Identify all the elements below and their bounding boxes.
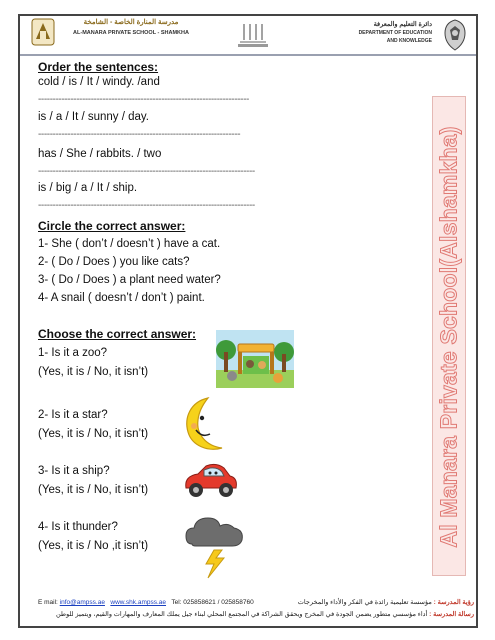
order-item	[38, 180, 418, 211]
answer-line: --------------------------------------------------------------------------	[38, 166, 255, 177]
header	[20, 16, 476, 54]
school-logo-icon	[30, 17, 56, 52]
car-picture	[180, 462, 240, 507]
choose-question: 4- Is it thunder?	[38, 521, 118, 533]
website-link[interactable]: www.shk.ampss.ae	[110, 599, 167, 606]
choose-heading: Choose the correct answer:	[38, 327, 197, 341]
order-sentence: cold / is / It / windy. /and	[38, 76, 160, 88]
order-sentence: has / She / rabbits. / two	[38, 148, 162, 160]
choose-question: 3- Is it a ship?	[38, 465, 110, 477]
school-name-arabic: مدرسة المنارة الخاصة - الشامخة	[83, 19, 179, 26]
choose-question: 1- Is it a zoo?	[38, 347, 108, 359]
zoo-picture	[216, 330, 294, 393]
moon-picture	[180, 396, 230, 459]
mission-text: أداء مؤسسي متطور يضمن الجودة في المخرج ويحقق الشراكة في المجتمع المحلي لبناء جيل يملك المعارف والمهارات والقيم، ويتميز للوطن	[55, 611, 428, 618]
header-divider	[20, 54, 476, 56]
answer-line: --------------------------------------------------------------------------	[38, 200, 255, 211]
footer-contact	[38, 599, 254, 606]
vision-text: مؤسسة تعليمية رائدة في الفكر والأداء والمخرجات	[297, 599, 432, 606]
circle-item: 3- ( Do / Does ) a plant need water?	[38, 274, 221, 286]
answer-line: ------------------------------------------------------------------------	[38, 94, 249, 105]
choose-question: 2- Is it a star?	[38, 409, 108, 421]
thundercloud-picture	[184, 514, 246, 585]
footer-mission	[56, 610, 474, 618]
order-sentence: is / big / a / It / ship.	[38, 182, 138, 194]
footer-vision	[298, 598, 474, 606]
order-heading: Order the sentences:	[38, 60, 159, 74]
email-link[interactable]: info@ampss.ae	[59, 599, 105, 606]
choose-answer: (Yes, it is / No, it isn’t)	[38, 428, 149, 440]
choose-answer: (Yes, it is / No ,it isn’t)	[38, 540, 149, 552]
school-name-english: AL-MANARA PRIVATE SCHOOL - SHAMKHA	[73, 30, 189, 36]
department-name-english-2: AND KNOWLEDGE	[386, 38, 432, 44]
choose-item	[38, 344, 148, 382]
choose-item	[38, 518, 148, 556]
choose-answer: (Yes, it is / No, it isn’t)	[38, 484, 149, 496]
department-name-english-1: DEPARTMENT OF EDUCATION	[358, 30, 432, 36]
choose-answer: (Yes, it is / No, it isn’t)	[38, 366, 149, 378]
department-name-arabic: دائرة التعليم والمعرفة	[373, 21, 432, 28]
choose-item	[38, 462, 148, 500]
order-item	[38, 146, 418, 177]
circle-item: 2- ( Do / Does ) you like cats?	[38, 256, 190, 268]
emblem-icon	[440, 18, 470, 57]
order-item	[38, 109, 418, 140]
mission-label: رسالة المدرسة :	[429, 611, 474, 618]
circle-item: 1- She ( don’t / doesn’t ) have a cat.	[38, 238, 221, 250]
side-banner-text: Al Manara Private School(Alshamkha)	[435, 126, 462, 548]
order-sentence: is / a / It / sunny / day.	[38, 111, 150, 123]
order-item	[38, 74, 418, 105]
answer-line: ---------------------------------------------------------------------	[38, 129, 241, 140]
circle-section	[38, 218, 418, 307]
vision-label: رؤية المدرسة :	[433, 599, 474, 606]
circle-item: 4- A snail ( doesn’t / don’t ) paint.	[38, 292, 205, 304]
center-logo-icon	[230, 20, 276, 50]
circle-heading: Circle the correct answer:	[38, 219, 186, 233]
footer	[22, 596, 474, 626]
email-label: E mail:	[38, 599, 58, 606]
choose-item	[38, 406, 148, 444]
telephone: Tel: 025858621 / 025858760	[171, 599, 254, 606]
